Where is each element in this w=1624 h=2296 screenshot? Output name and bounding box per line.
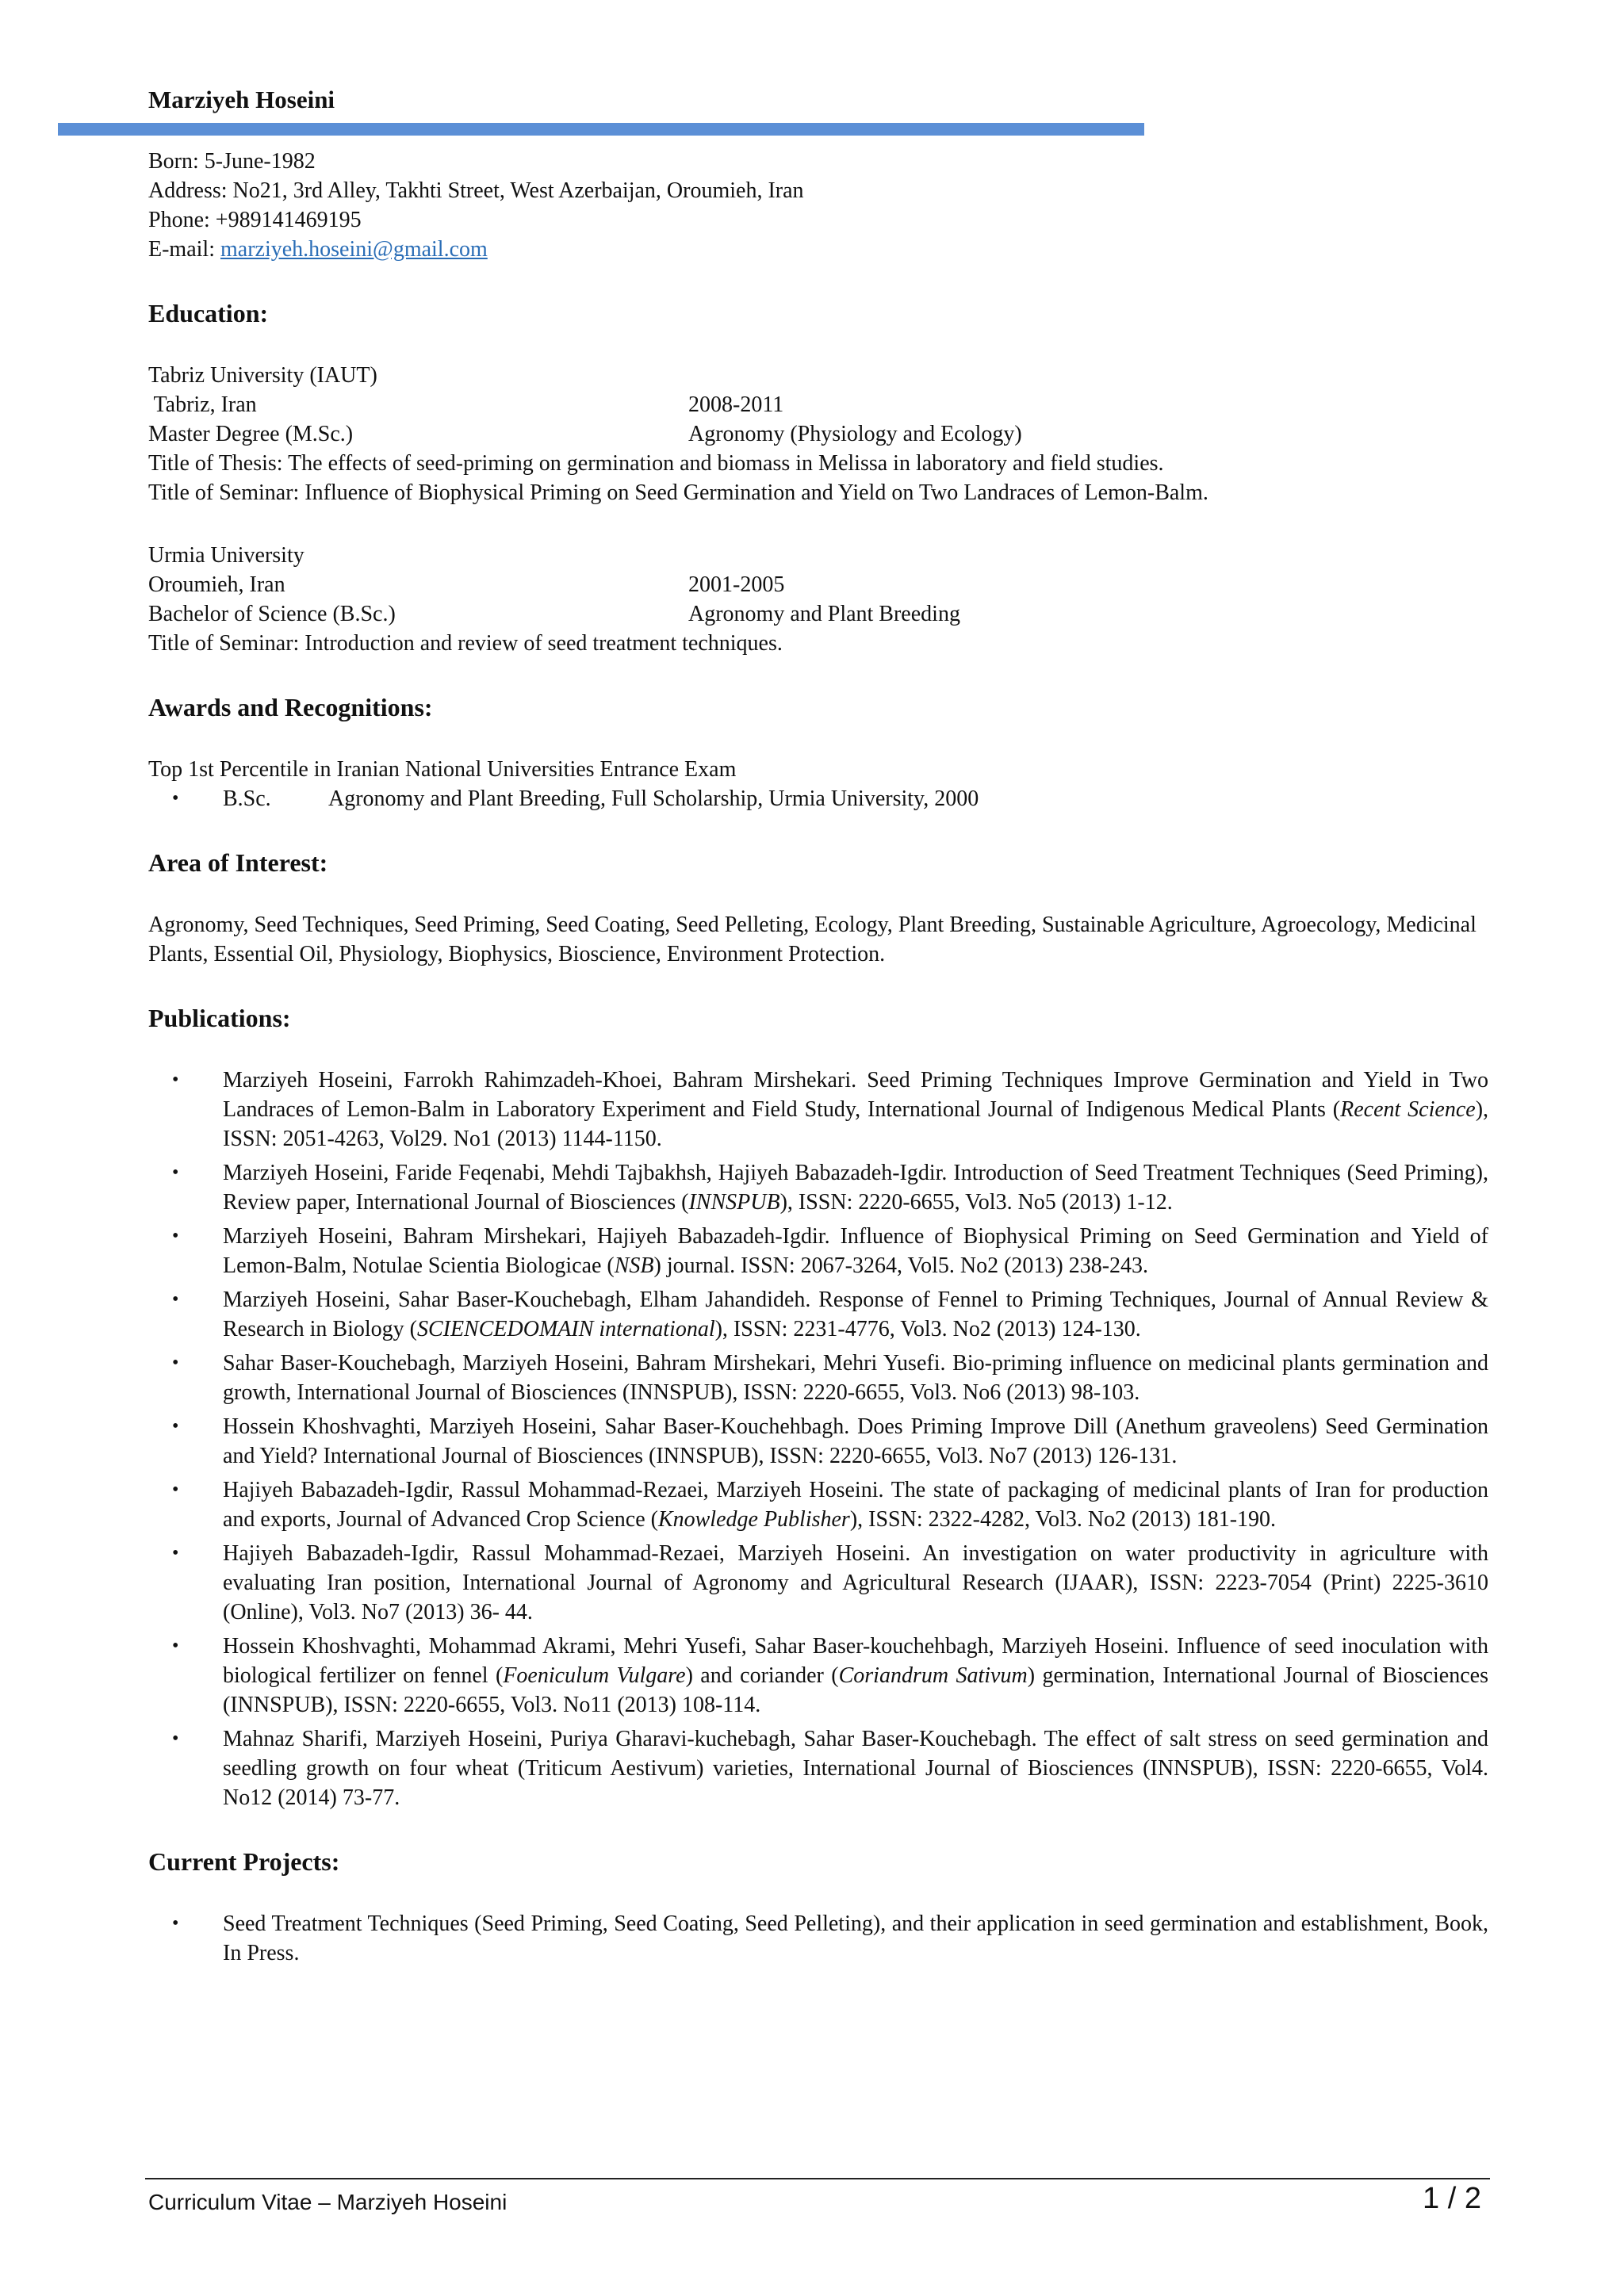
publication-item <box>148 1412 1488 1471</box>
bullet-icon: • <box>172 1728 179 1749</box>
bullet-icon: • <box>172 1070 179 1090</box>
publication-item <box>148 1475 1488 1534</box>
pub-text: Hajiyeh Babazadeh-Igdir, Rassul Mohammad-Rezaei, Marziyeh Hoseini. The state of packaging of medicinal plants of Iran for production and exports, Journal of Advanced Crop Science ( <box>223 1478 1488 1532</box>
education-years: 2008-2011 <box>688 392 784 417</box>
degree: Bachelor of Science (B.Sc.) <box>148 602 396 626</box>
publication-item <box>148 1632 1488 1720</box>
pub-text: Mahnaz Sharifi, Marziyeh Hoseini, Puriya Gharavi-kuchebagh, Sahar Baser-Kouchebagh. The effect of salt stress on seed germination and seedling growth on four wheat (Triticum Aestivum) varieties, International Journal of Biosciences (INNSPUB), ISSN: 2220-6655, Vol4. No12 (2014) 73-77. <box>223 1727 1488 1810</box>
award-item <box>148 784 1488 813</box>
pub-text: ) germination, International Journal of Biosciences (INNSPUB), ISSN: 2220-6655, Vol3. No11 (2013) 108-114. <box>223 1663 1488 1717</box>
university-name: Urmia University <box>148 543 304 568</box>
publication-item <box>148 1285 1488 1344</box>
field: Agronomy (Physiology and Ecology) <box>688 422 1022 446</box>
project-item <box>148 1909 1488 1968</box>
education-row <box>148 570 1488 599</box>
address-line: Address: No21, 3rd Alley, Takhti Street, West Azerbaijan, Oroumieh, Iran <box>148 178 804 203</box>
education-heading: Education: <box>148 299 269 327</box>
bullet-icon: • <box>172 788 179 809</box>
email-link[interactable]: marziyeh.hoseini@gmail.com <box>220 237 488 262</box>
university-location: Oroumieh, Iran <box>148 572 285 597</box>
footer-title: Curriculum Vitae – Marziyeh Hoseini <box>148 2190 508 2214</box>
interest-text: Agronomy, Seed Techniques, Seed Priming, Seed Coating, Seed Pelleting, Ecology, Plant Breeding, Sustainable Agriculture, Agroecology, Medicinal Plants, Essential Oil, Physiology, Biophysics, Bioscience, Environment Protection. <box>148 913 1477 966</box>
pub-text: ), ISSN: 2051-4263, Vol29. No1 (2013) 1144-1150. <box>223 1097 1489 1151</box>
spacer <box>148 507 1488 541</box>
projects-list <box>148 1909 1488 1968</box>
awards-intro: Top 1st Percentile in Iranian National Universities Entrance Exam <box>148 757 737 782</box>
pub-text: ), ISSN: 2322-4282, Vol3. No2 (2013) 181-190. <box>849 1507 1277 1532</box>
bullet-icon: • <box>172 1479 179 1500</box>
award-text: Agronomy and Plant Breeding, Full Scholarship, Urmia University, 2000 <box>328 786 979 811</box>
email-line <box>148 235 1488 264</box>
personal-info <box>148 147 1488 264</box>
field: Agronomy and Plant Breeding <box>688 602 960 626</box>
education-entry <box>148 541 1488 658</box>
degree: Master Degree (M.Sc.) <box>148 422 354 446</box>
education-years: 2001-2005 <box>688 572 785 597</box>
applicant-name: Marziyeh Hoseini <box>148 86 335 113</box>
bullet-icon: • <box>172 1289 179 1310</box>
pub-text: Marziyeh Hoseini, Faride Feqenabi, Mehdi Tajbakhsh, Hajiyeh Babazadeh-Igdir. Introduction of Seed Treatment Techniques (Seed Priming), Review paper, International Journal of Biosciences ( <box>223 1161 1488 1215</box>
publication-item <box>148 1222 1488 1280</box>
bullet-icon: • <box>172 1416 179 1437</box>
pub-text: ), ISSN: 2220-6655, Vol3. No5 (2013) 1-12. <box>779 1190 1173 1215</box>
pub-italic: Knowledge Publisher <box>657 1507 850 1532</box>
pub-text: ), ISSN: 2231-4776, Vol3. No2 (2013) 124-130. <box>714 1317 1141 1341</box>
publication-item <box>148 1066 1488 1154</box>
publications-list <box>148 1066 1488 1812</box>
award-degree: B.Sc. <box>223 786 271 811</box>
footer-rule <box>145 2178 1490 2179</box>
university-location: Tabriz, Iran <box>148 392 257 417</box>
pub-text: Marziyeh Hoseini, Farrokh Rahimzadeh-Khoei, Bahram Mirshekari. Seed Priming Techniques Improve Germination and Yield in Two Landraces of Lemon-Balm in Laboratory Experiment and Field Study, International Journal of Indigenous Medical Plants ( <box>223 1068 1488 1122</box>
bullet-icon: • <box>172 1226 179 1246</box>
bullet-icon: • <box>172 1636 179 1656</box>
pub-text: Marziyeh Hoseini, Sahar Baser-Kouchebagh, Elham Jahandideh. Response of Fennel to Priming Techniques, Journal of Annual Review & Research in Biology ( <box>223 1288 1488 1341</box>
pub-italic: Recent Science <box>1340 1097 1476 1122</box>
pub-text: Sahar Baser-Kouchebagh, Marziyeh Hoseini, Bahram Mirshekari, Mehri Yusefi. Bio-priming influence on medicinal plants germination and growth, International Journal of Biosciences (INNSPUB), ISSN: 2220-6655, Vol3. No6 (2013) 98-103. <box>223 1351 1488 1405</box>
publication-item <box>148 1349 1488 1407</box>
awards-heading: Awards and Recognitions: <box>148 693 433 721</box>
education-entry <box>148 361 1488 507</box>
publication-item <box>148 1724 1488 1812</box>
pub-text: Hossein Khoshvaghti, Mohammad Akrami, Mehri Yusefi, Sahar Baser-kouchehbagh, Marziyeh Hoseini. Influence of seed inoculation with biological fertilizer on fennel ( <box>223 1634 1488 1688</box>
cv-content <box>148 147 1488 1973</box>
page-number: 1 / 2 <box>1423 2182 1481 2215</box>
education-row <box>148 599 1488 629</box>
education-row <box>148 419 1488 449</box>
bullet-icon: • <box>172 1353 179 1373</box>
bullet-icon: • <box>172 1162 179 1183</box>
born-line: Born: 5-June-1982 <box>148 149 316 174</box>
education-row <box>148 390 1488 419</box>
pub-text: Hajiyeh Babazadeh-Igdir, Rassul Mohammad-Rezaei, Marziyeh Hoseini. An investigation on water productivity in agriculture with evaluating Iran position, International Journal of Agronomy and Agricultural Research (IJAAR), ISSN: 2223-7054 (Print) 2225-3610 (Online), Vol3. No7 (2013) 36- 44. <box>223 1541 1488 1624</box>
bullet-icon: • <box>172 1543 179 1563</box>
pub-italic: INNSPUB <box>688 1190 780 1215</box>
publication-item <box>148 1158 1488 1217</box>
pub-text: ) and coriander ( <box>685 1663 839 1688</box>
publications-heading: Publications: <box>148 1004 291 1032</box>
header-rule <box>58 123 1144 136</box>
pub-text: ) journal. ISSN: 2067-3264, Vol5. No2 (2013) 238-243. <box>653 1253 1149 1278</box>
thesis-title: Title of Thesis: The effects of seed-priming on germination and biomass in Melissa in laboratory and field studies. <box>148 451 1164 476</box>
seminar-title: Title of Seminar: Introduction and review of seed treatment techniques. <box>148 631 783 656</box>
interest-heading: Area of Interest: <box>148 848 328 877</box>
pub-italic: Foeniculum Vulgare <box>503 1663 686 1688</box>
bullet-icon: • <box>172 1913 179 1934</box>
pub-italic: SCIENCEDOMAIN international <box>416 1317 715 1341</box>
publication-item <box>148 1539 1488 1627</box>
email-label: E-mail: <box>148 237 220 262</box>
university-name: Tabriz University (IAUT) <box>148 363 377 388</box>
pub-italic: Coriandrum Sativum <box>838 1663 1028 1688</box>
pub-italic: NSB <box>614 1253 654 1278</box>
projects-heading: Current Projects: <box>148 1847 340 1876</box>
pub-text: Marziyeh Hoseini, Bahram Mirshekari, Hajiyeh Babazadeh-Igdir. Influence of Biophysical Priming on Seed Germination and Yield of Lemon-Balm, Notulae Scientia Biologicae ( <box>223 1224 1488 1278</box>
project-text: Seed Treatment Techniques (Seed Priming, Seed Coating, Seed Pelleting), and their application in seed germination and establishment, Book, In Press. <box>223 1911 1488 1965</box>
pub-text: Hossein Khoshvaghti, Marziyeh Hoseini, Sahar Baser-Kouchehbagh. Does Priming Improve Dill (Anethum graveolens) Seed Germination and Yield? International Journal of Biosciences (INNSPUB), ISSN: 2220-6655, Vol3. No7 (2013) 126-131. <box>223 1414 1488 1468</box>
phone-line: Phone: +989141469195 <box>148 208 362 232</box>
seminar-title: Title of Seminar: Influence of Biophysical Priming on Seed Germination and Yield on Two Landraces of Lemon-Balm. <box>148 480 1208 505</box>
